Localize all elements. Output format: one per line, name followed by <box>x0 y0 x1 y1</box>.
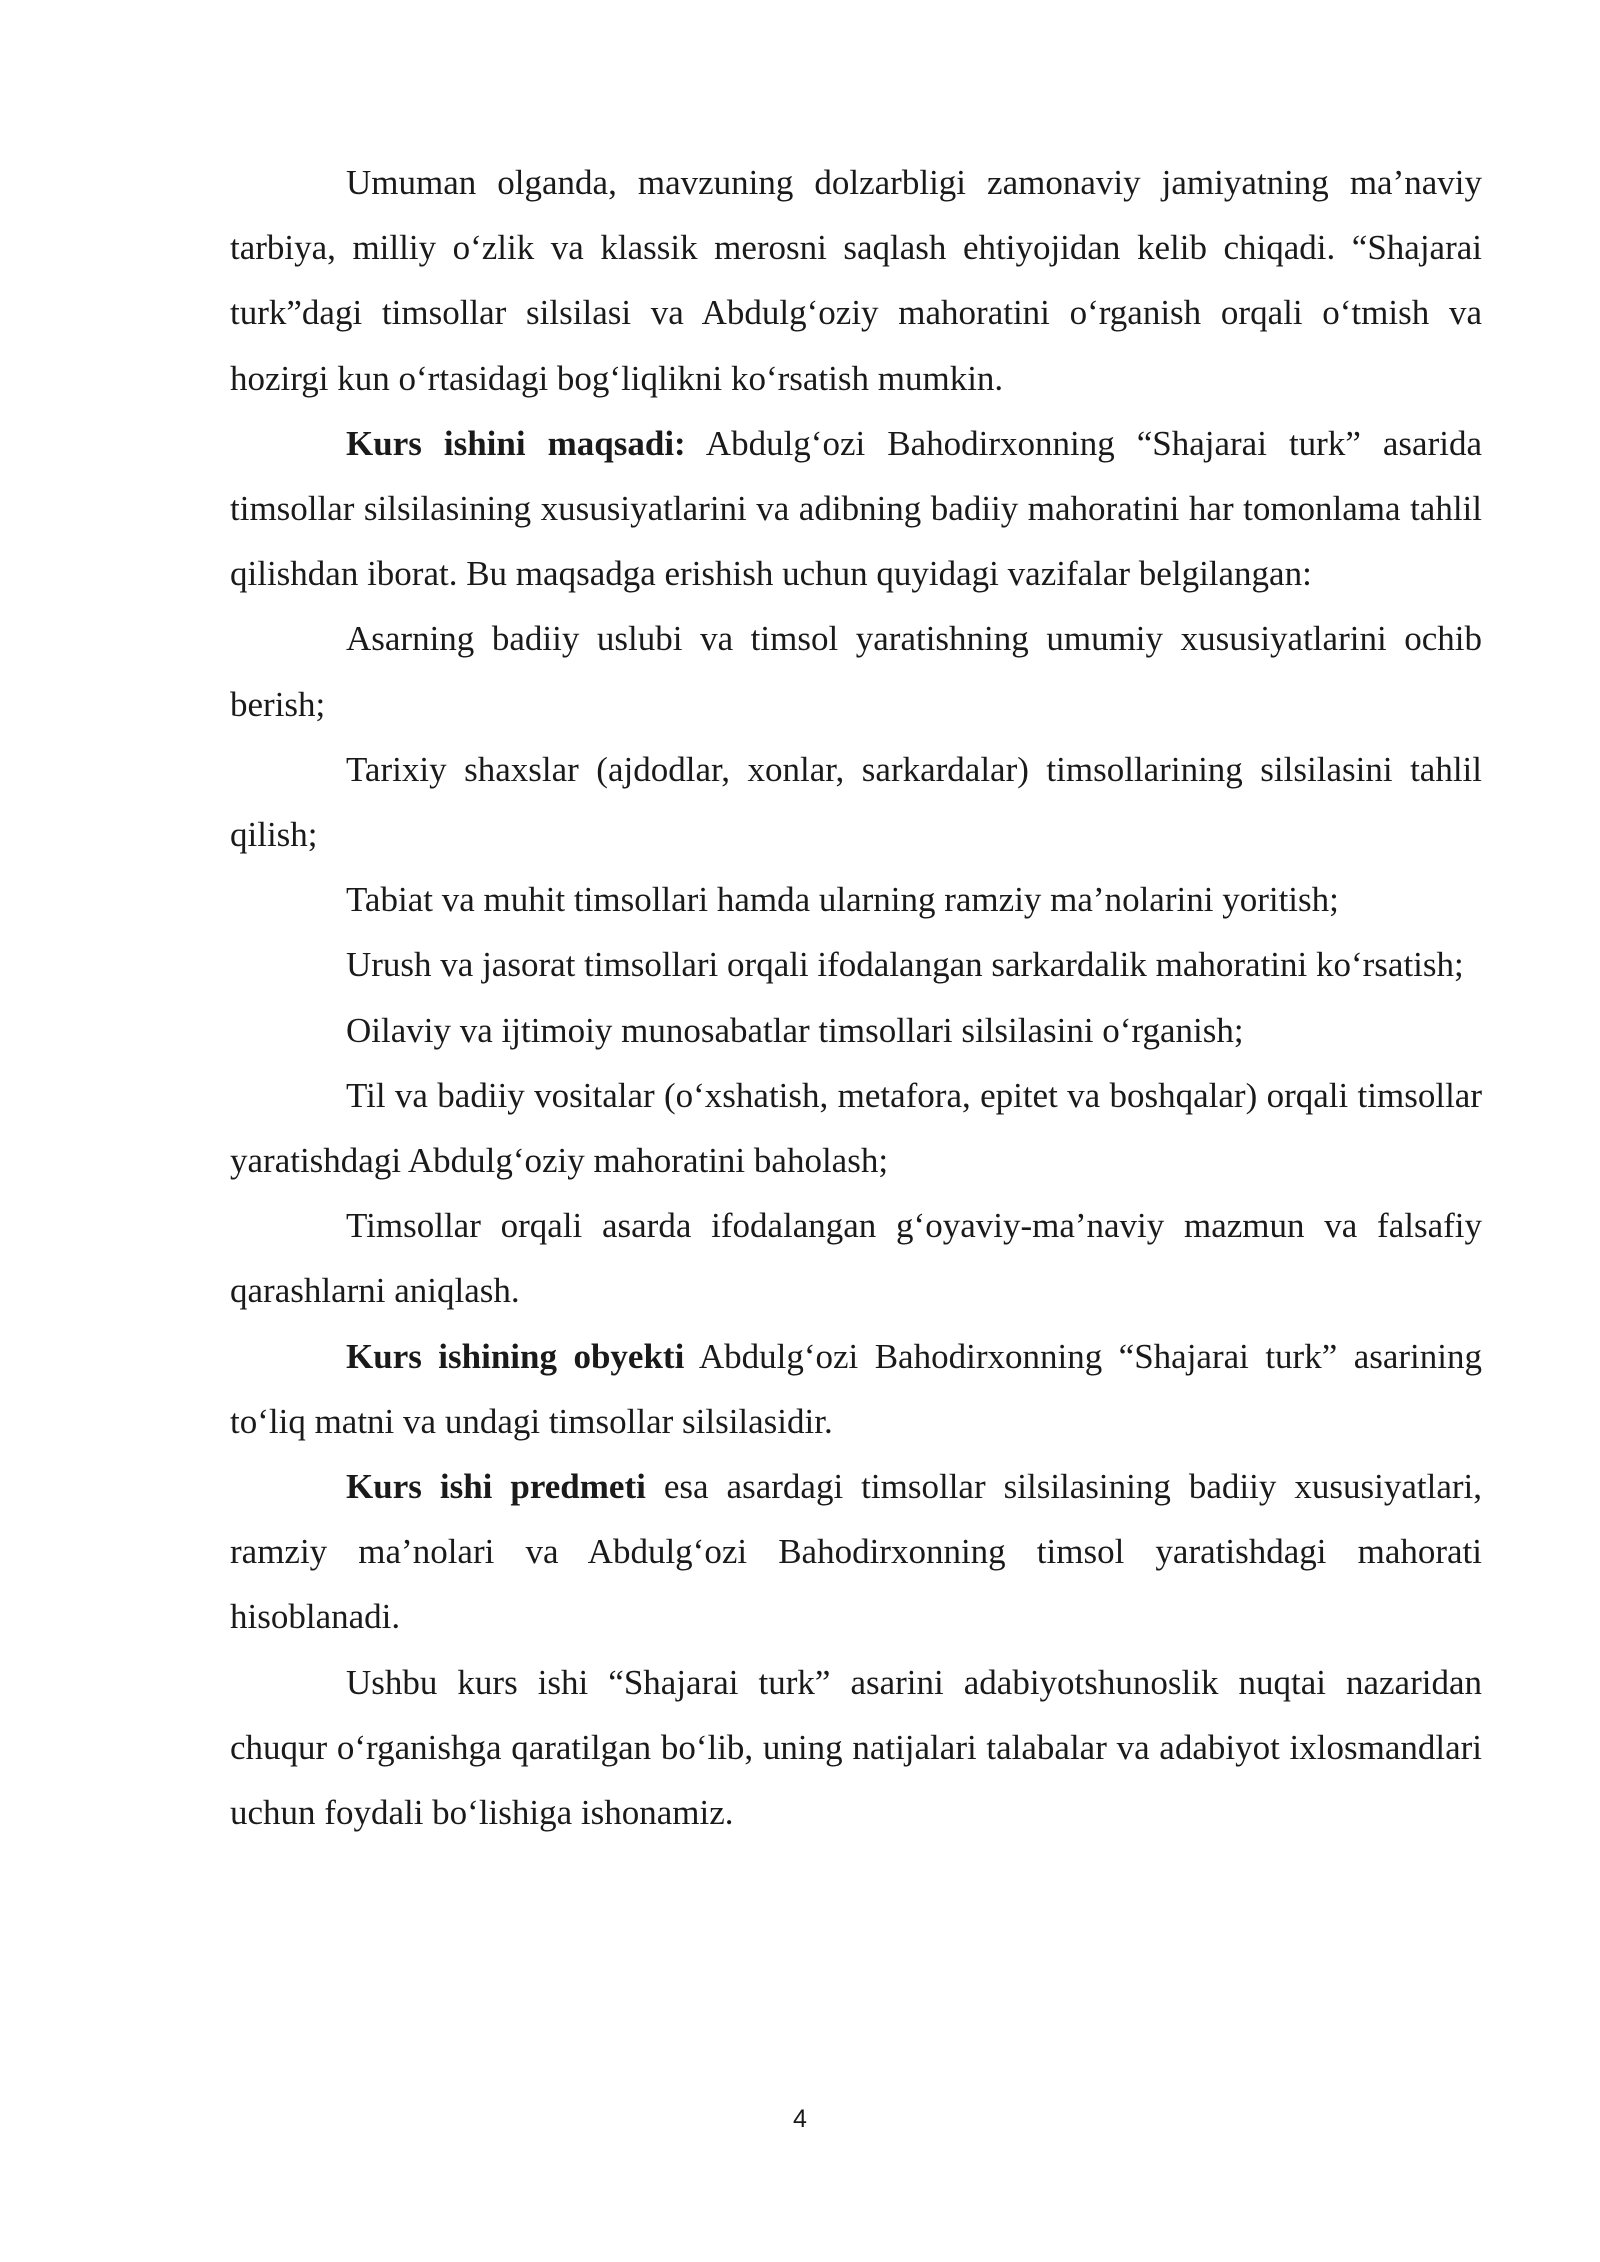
paragraph-task <box>230 932 1482 997</box>
paragraph-text: Tabiat va muhit timsollari hamda ularning ramziy ma’nolarini yoritish; <box>346 880 1339 920</box>
paragraph-text: esa asardagi timsollar silsilasining badiiy xususiyatlari, ramziy ma’nolari va Abdulg‘ozi Bahodirxonning timsol yaratishdagi mahorati hisoblanadi. <box>230 1467 1482 1637</box>
paragraph-lead: Kurs ishini maqsadi: <box>346 423 686 463</box>
paragraph-goal <box>230 411 1482 607</box>
paragraph-lead: Kurs ishi predmeti <box>346 1467 646 1507</box>
body-text <box>230 150 1482 1845</box>
paragraph-text: Abdulg‘ozi Bahodirxonning “Shajarai turk” asarida timsollar silsilasining xususiyatlarini va adibning badiiy mahoratini har tomonlama tahlil qilishdan iborat. Bu maqsadga erishish uchun quyidagi vazifalar belgilangan: <box>230 423 1482 594</box>
paragraph-text: Asarning badiiy uslubi va timsol yaratishning umumiy xususiyatlarini ochib berish; <box>230 619 1482 724</box>
paragraph-task <box>230 998 1482 1063</box>
paragraph-lead: Kurs ishining obyekti <box>346 1336 685 1376</box>
paragraph-text: Abdulg‘ozi Bahodirxonning “Shajarai turk” asarining to‘liq matni va undagi timsollar silsilasidir. <box>230 1336 1482 1441</box>
paragraph-text: Til va badiiy vositalar (o‘xshatish, metafora, epitet va boshqalar) orqali timsollar yaratishdagi Abdulg‘oziy mahoratini baholash; <box>230 1075 1482 1181</box>
paragraph-relevance <box>230 150 1482 411</box>
paragraph-text: Timsollar orqali asarda ifodalangan g‘oyaviy-ma’naviy mazmun va falsafiy qarashlarni aniqlash. <box>230 1206 1482 1311</box>
paragraph-text: Ushbu kurs ishi “Shajarai turk” asarini adabiyotshunoslik nuqtai nazaridan chuqur o‘rganishga qaratilgan bo‘lib, uning natijalari talabalar va adabiyot ixlosmandlari uchun foydali bo‘lishiga ishonamiz. <box>230 1662 1482 1833</box>
paragraph-task <box>230 867 1482 932</box>
paragraph-text: Tarixiy shaxslar (ajdodlar, xonlar, sarkardalar) timsollarining silsilasini tahlil qilish; <box>230 749 1482 855</box>
paragraph-conclusion <box>230 1650 1482 1846</box>
paragraph-task <box>230 1063 1482 1193</box>
paragraph-text: Umuman olganda, mavzuning dolzarbligi zamonaviy jamiyatning ma’naviy tarbiya, milliy o‘zlik va klassik merosni saqlash ehtiyojidan kelib chiqadi. “Shajarai turk”dagi timsollar silsilasi va Abdulg‘oziy mahoratini o‘rganish orqali o‘tmish va hozirgi kun o‘rtasidagi bog‘liqlikni ko‘rsatish mumkin. <box>230 163 1482 398</box>
paragraph-task <box>230 1193 1482 1323</box>
paragraph-task <box>230 737 1482 867</box>
paragraph-text: Oilaviy va ijtimoiy munosabatlar timsollari silsilasini o‘rganish; <box>346 1010 1244 1050</box>
paragraph-subject <box>230 1454 1482 1650</box>
paragraph-task <box>230 606 1482 736</box>
paragraph-text: Urush va jasorat timsollari orqali ifodalangan sarkardalik mahoratini ko‘rsatish; <box>346 945 1464 985</box>
paragraph-object <box>230 1324 1482 1454</box>
page-number: 4 <box>793 2105 807 2133</box>
